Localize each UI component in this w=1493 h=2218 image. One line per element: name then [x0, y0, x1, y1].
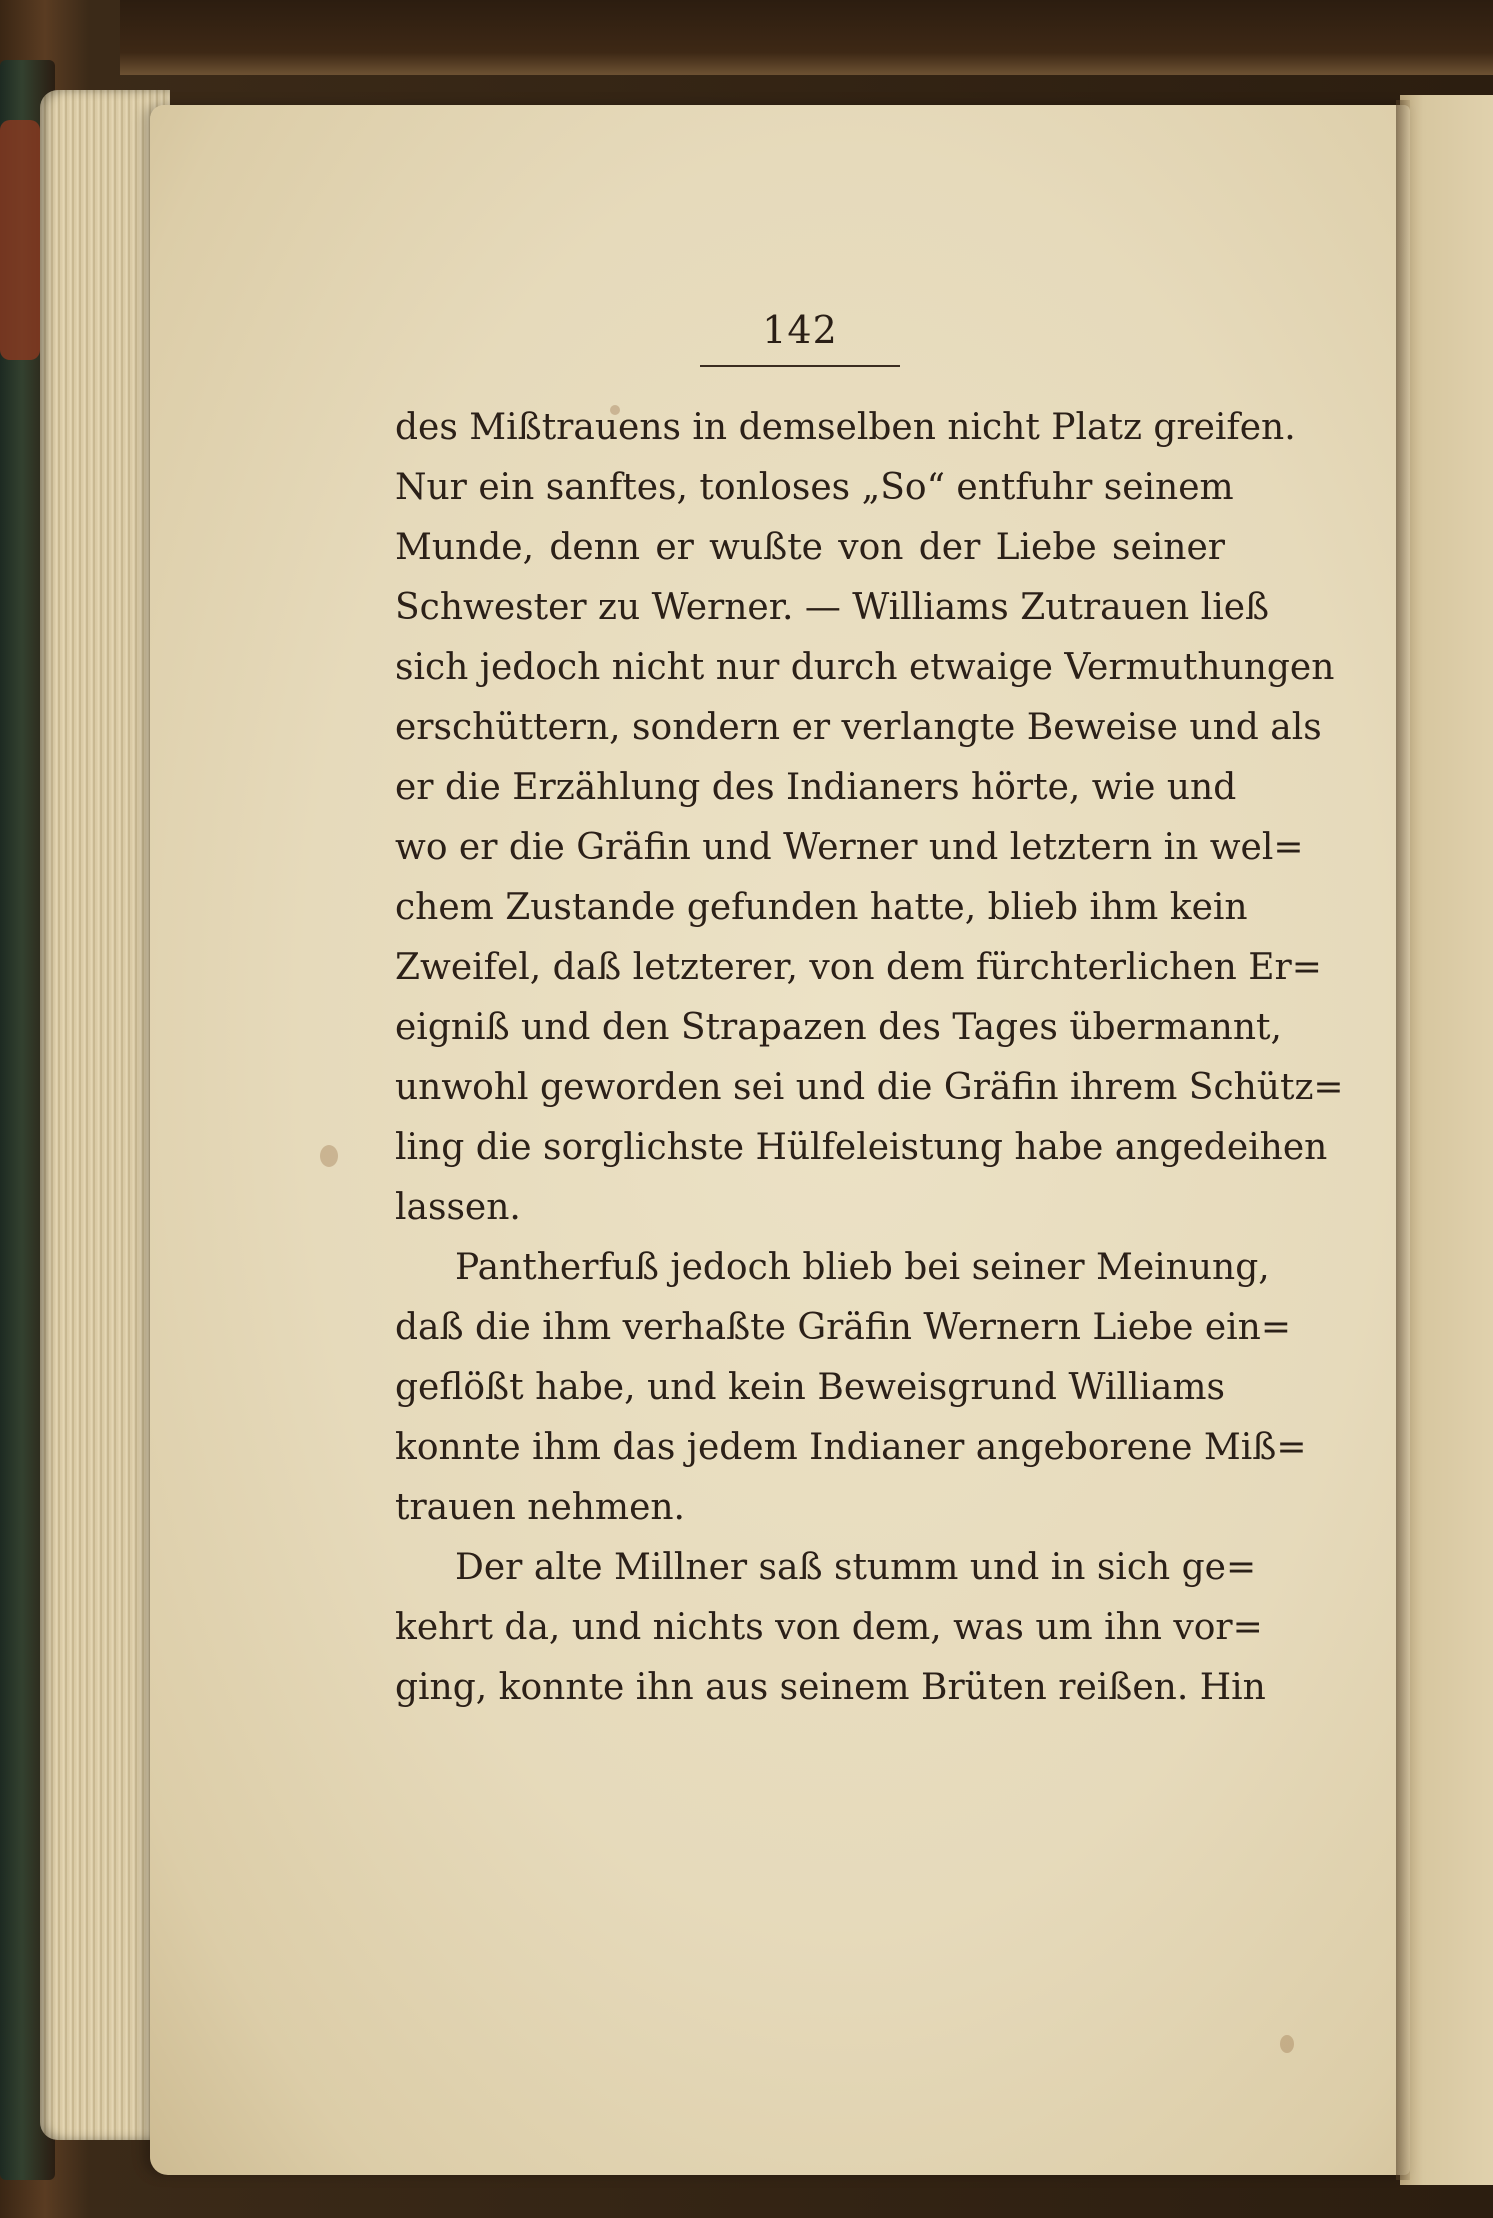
text-line: wo er die Gräfin und Werner und letztern in wel= — [395, 827, 1304, 868]
text-line: Schwester zu Werner. — Williams Zutrauen ließ — [395, 587, 1270, 628]
body-text — [395, 398, 1344, 1718]
text-line: lassen. — [395, 1187, 521, 1228]
text-line: geflößt habe, und kein Beweisgrund Williams — [395, 1367, 1225, 1408]
text-line: er die Erzählung des Indianers hörte, wie und — [395, 767, 1237, 808]
facing-page-edge — [1400, 95, 1493, 2185]
text-line: Zweifel, daß letzterer, von dem fürchterlichen Er= — [395, 947, 1322, 988]
page-number-rule — [700, 365, 900, 367]
text-line: des Mißtrauens in demselben nicht Platz greifen. — [395, 407, 1296, 448]
text-line: Der alte Millner saß stumm und in sich ge= — [455, 1547, 1257, 1588]
book-cover-top-edge — [120, 0, 1493, 75]
paper-spot — [1280, 2035, 1294, 2053]
text-line: konnte ihm das jedem Indianer angeborene Miß= — [395, 1427, 1307, 1468]
text-line: daß die ihm verhaßte Gräfin Wernern Liebe ein= — [395, 1307, 1292, 1348]
page-number: 142 — [762, 308, 838, 352]
text-line: Munde, denn er wußte von der Liebe seiner — [395, 527, 1225, 568]
text-line: unwohl geworden sei und die Gräfin ihrem Schütz= — [395, 1067, 1344, 1108]
page-gutter — [1396, 100, 1410, 2180]
text-line: kehrt da, und nichts von dem, was um ihn vor= — [395, 1607, 1263, 1648]
text-line: eigniß und den Strapazen des Tages übermannt, — [395, 1007, 1282, 1048]
text-line: Pantherfuß jedoch blieb bei seiner Meinung, — [455, 1247, 1270, 1288]
text-line: sich jedoch nicht nur durch etwaige Vermuthungen — [395, 647, 1335, 688]
paper-spot — [320, 1145, 338, 1167]
text-line: chem Zustande gefunden hatte, blieb ihm kein — [395, 887, 1248, 928]
text-line: erschüttern, sondern er verlangte Beweise und als — [395, 707, 1322, 748]
cover-stain — [0, 120, 40, 360]
text-line: ging, konnte ihn aus seinem Brüten reißen. Hin — [395, 1667, 1266, 1708]
text-line: trauen nehmen. — [395, 1487, 686, 1528]
text-line: ling die sorglichste Hülfeleistung habe angedeihen — [395, 1127, 1328, 1168]
text-line: Nur ein sanftes, tonloses „So“ entfuhr seinem — [395, 467, 1234, 508]
